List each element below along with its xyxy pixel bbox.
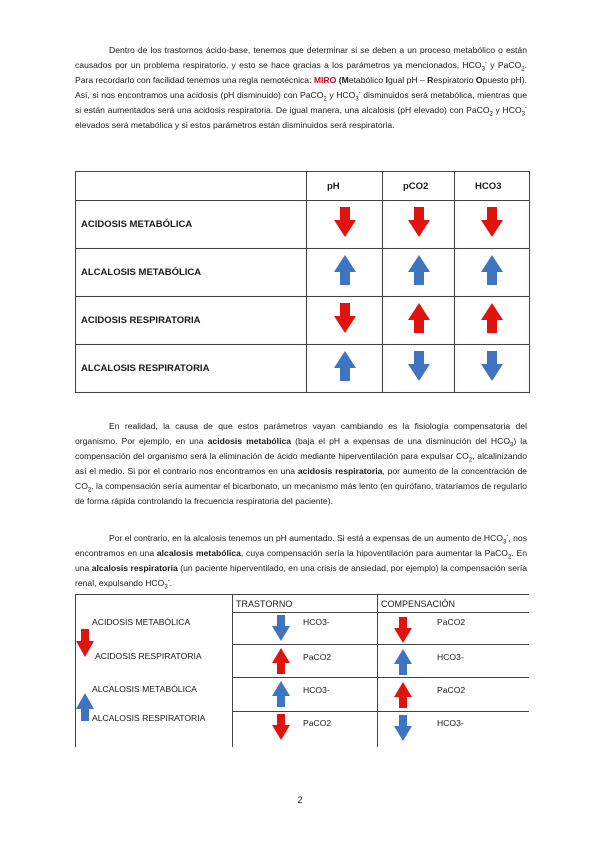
alkalosis-paragraph: Por el contrario, en la alcalosis tenemos un pH aumentado. Si está a expensas de un aumento de $HCO_3^-$, nos encontramos en una alcalosis metabólica, cuya compensación sería la hipoventilación para aumentar la PaCO$_2$. En una alcalosis respiratoria (un paciente hiperventilado, en una crisis de ansiedad, por ejemplo) la compensación sería renal, expulsando $HCO_3^-$. <box>75 533 528 591</box>
row-label: ALCALOSIS RESPIRATORIA <box>92 713 206 723</box>
header-trastorno: TRASTORNO <box>236 599 293 609</box>
arrow-up-icon <box>307 249 383 297</box>
acid-base-table <box>75 171 530 393</box>
header-ph: pH <box>307 172 383 201</box>
page-number: 2 <box>297 795 303 805</box>
arrow-up-icon <box>455 249 530 297</box>
arrow-down-icon <box>455 345 530 393</box>
trastorno-value: HCO3- <box>303 617 330 627</box>
row-label: ACIDOSIS METABÓLICA <box>76 201 307 249</box>
arrow-down-icon <box>383 201 455 249</box>
arrow-up-icon <box>383 249 455 297</box>
arrow-down-icon <box>76 629 94 657</box>
compensacion-value: PaCO2 <box>437 617 466 627</box>
arrow-up-icon <box>307 345 383 393</box>
header-pco2: pCO2 <box>383 172 455 201</box>
row-label: ACIDOSIS RESPIRATORIA <box>76 297 307 345</box>
header-compensacion: COMPENSACIÓN <box>381 599 456 609</box>
row-label: ACIDOSIS METABÓLICA <box>92 617 191 627</box>
table-row <box>76 345 530 393</box>
arrow-down-icon <box>272 615 290 641</box>
compensation-table <box>75 594 529 747</box>
row-label: ALCALOSIS METABÓLICA <box>92 684 197 694</box>
miro-mnemonic: MIRO <box>313 75 337 85</box>
trastorno-value: PaCO2 <box>303 652 332 662</box>
compensacion-value: HCO3- <box>437 652 464 662</box>
header-hco3: HCO3 <box>455 172 530 201</box>
arrow-up-icon <box>272 681 290 707</box>
table-row <box>76 249 530 297</box>
compensation-paragraph: En realidad, la causa de que estos parámetros vayan cambiando es la fisiología compensatoria del organismo. Por ejemplo, en una acidosis metabólica (baja el pH a expensas de una disminución del $HCO_3$) la compensación del organismo será la eliminación de ácido mediante hiperventilación para expulsar $CO_2$, alcalinizando así el medio. Si por el contrario nos encontramos en una acidosis respiratoria, por aumento de la concentración de $CO_2$, la compensación sería aumentar el bicarbonato, un mecanismo más lento (en quirófano, trataríamos de regularlo de forma rápida controlando la frecuencia respiratoria del paciente). <box>75 421 527 506</box>
arrow-down-icon <box>307 201 383 249</box>
arrow-down-icon <box>394 617 412 643</box>
arrow-up-icon <box>394 682 412 708</box>
arrow-down-icon <box>307 297 383 345</box>
arrow-up-icon <box>455 297 530 345</box>
compensacion-value: HCO3- <box>437 718 464 728</box>
row-label: ALCALOSIS RESPIRATORIA <box>76 345 307 393</box>
trastorno-value: HCO3- <box>303 685 330 695</box>
arrow-down-icon <box>272 714 290 740</box>
trastorno-value: PaCO2 <box>303 718 332 728</box>
table-row <box>76 297 530 345</box>
table-row <box>76 201 530 249</box>
intro-paragraph: Dentro de los trastornos ácido-base, tenemos que determinar si se deben a un proceso metabólico o están causados por un problema respiratorio, y esto se hace gracias a los parámetros ya mencionados, $HCO_3^-$ y PaCO$_2$. Para recordarlo con facilidad tenemos una regla nemotécnica: MIRO (Metabólico Igual pH – Respiratorio Opuesto pH). Así, si nos encontramos una acidosis (pH disminuido) con PaCO$_2$ y $HCO_3^-$ disminuidos será metabólica, mientras que si están aumentados será una acidosis respiratoria. De igual manera, una alcalosis (pH elevado) con PaCO$_2$ y $HCO_3^-$ elevados será metabólica y si estos parámetros están disminuidos será respiratoria. <box>75 45 527 130</box>
arrow-up-icon <box>383 297 455 345</box>
table-header-row <box>76 172 530 201</box>
row-label: ALCALOSIS METABÓLICA <box>76 249 307 297</box>
arrow-up-icon <box>272 648 290 674</box>
arrow-down-icon <box>455 201 530 249</box>
arrow-down-icon <box>383 345 455 393</box>
row-label: ACIDOSIS RESPIRATORIA <box>95 651 202 661</box>
arrow-up-icon <box>394 649 412 675</box>
compensacion-value: PaCO2 <box>437 685 466 695</box>
arrow-down-icon <box>394 715 412 741</box>
